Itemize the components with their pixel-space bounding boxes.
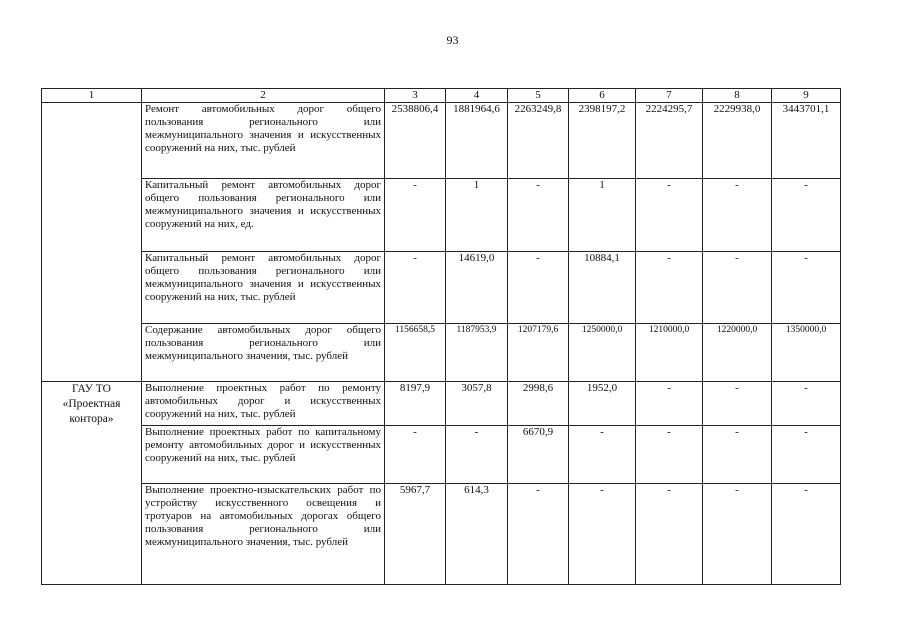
table-row [42,324,841,382]
value-cell: 1 [446,179,508,252]
value-cell: 1350000,0 [772,324,841,382]
org-cell [42,382,142,585]
row-description: Капитальный ремонт автомобильных дорог общего пользования регионального или межмуниципального значения и искусственных сооружений на них, ед. [142,179,385,252]
value-cell: - [636,426,703,484]
table-row [42,382,841,426]
value-cell: - [508,252,569,324]
value-cell: - [772,382,841,426]
value-cell: 1250000,0 [569,324,636,382]
header-col-7: 7 [636,89,703,103]
table-row [42,426,841,484]
value-cell: - [772,426,841,484]
value-cell: - [772,484,841,585]
value-cell: - [508,179,569,252]
header-row [42,89,841,103]
value-cell: 14619,0 [446,252,508,324]
value-cell: 614,3 [446,484,508,585]
value-cell: 1156658,5 [385,324,446,382]
value-cell: 1952,0 [569,382,636,426]
value-cell: - [703,252,772,324]
row-description: Выполнение проектных работ по ремонту автомобильных дорог и искусственных сооружений на них, тыс. рублей [142,382,385,426]
row-description: Ремонт автомобильных дорог общего пользования регионального или межмуниципального значения и искусственных сооружений на них, тыс. рублей [142,103,385,179]
value-cell: 2263249,8 [508,103,569,179]
value-cell: 1881964,6 [446,103,508,179]
value-cell: 1220000,0 [703,324,772,382]
value-cell: 3057,8 [446,382,508,426]
value-cell: - [385,426,446,484]
value-cell: - [772,179,841,252]
table-row [42,484,841,585]
value-cell: - [703,426,772,484]
value-cell: - [636,179,703,252]
value-cell: 1210000,0 [636,324,703,382]
org-name-line: «Проектная [62,398,121,410]
header-col-6: 6 [569,89,636,103]
value-cell: - [703,484,772,585]
value-cell: 2398197,2 [569,103,636,179]
value-cell: 1 [569,179,636,252]
row-description: Выполнение проектно-изыскательских работ по устройству искусственного освещения и тротуаров на автомобильных дорогах общего пользования регионального или межмуниципального значения, тыс. рублей [142,484,385,585]
value-cell: 10884,1 [569,252,636,324]
row-description: Содержание автомобильных дорог общего пользования регионального или межмуниципального значения, тыс. рублей [142,324,385,382]
header-col-9: 9 [772,89,841,103]
value-cell: 2538806,4 [385,103,446,179]
header-col-1: 1 [42,89,142,103]
header-col-4: 4 [446,89,508,103]
value-cell: - [446,426,508,484]
org-cell-empty [42,103,142,382]
value-cell: - [636,484,703,585]
data-table [41,88,841,585]
value-cell: 8197,9 [385,382,446,426]
table-row [42,179,841,252]
value-cell: 1207179,6 [508,324,569,382]
value-cell: 1187953,9 [446,324,508,382]
value-cell: 2998,6 [508,382,569,426]
value-cell: 5967,7 [385,484,446,585]
value-cell: - [385,252,446,324]
table-row [42,103,841,179]
value-cell: 3443701,1 [772,103,841,179]
table-row [42,252,841,324]
header-col-3: 3 [385,89,446,103]
org-name-line: ГАУ ТО [72,383,111,395]
row-description: Выполнение проектных работ по капитальному ремонту автомобильных дорог и искусственных сооружений на них, тыс. рублей [142,426,385,484]
value-cell: - [636,382,703,426]
value-cell: - [703,382,772,426]
row-description: Капитальный ремонт автомобильных дорог общего пользования регионального или межмуниципального значения и искусственных сооружений на них, тыс. рублей [142,252,385,324]
header-col-5: 5 [508,89,569,103]
value-cell: 2229938,0 [703,103,772,179]
header-col-2: 2 [142,89,385,103]
value-cell: - [569,484,636,585]
value-cell: - [385,179,446,252]
value-cell: - [508,484,569,585]
value-cell: - [772,252,841,324]
page-number: 93 [446,33,459,47]
header-col-8: 8 [703,89,772,103]
value-cell: - [636,252,703,324]
value-cell: - [703,179,772,252]
value-cell: 2224295,7 [636,103,703,179]
org-name-line: контора» [69,413,114,425]
value-cell: - [569,426,636,484]
value-cell: 6670,9 [508,426,569,484]
